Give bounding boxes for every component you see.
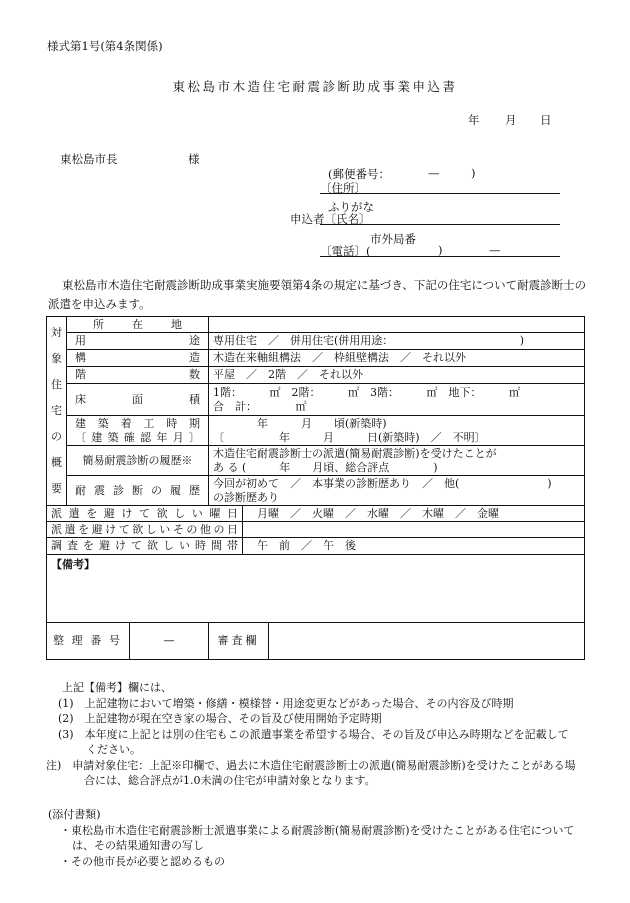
structure-options[interactable]: 木造在来軸組構法 ／ 枠組壁構法 ／ それ以外 bbox=[209, 350, 585, 367]
serial-number-row bbox=[47, 623, 209, 660]
honorific: 様 bbox=[188, 152, 200, 166]
seismic-diagnosis-history-field[interactable] bbox=[209, 476, 585, 506]
date-month-label: 月 bbox=[505, 113, 517, 127]
simple-diagnosis-history-label: 簡易耐震診断の履歴※ bbox=[67, 446, 209, 476]
address-field[interactable] bbox=[320, 193, 560, 194]
phone-field[interactable] bbox=[320, 256, 560, 257]
furigana-label: ふりがな bbox=[328, 200, 374, 214]
simple-diagnosis-history-field[interactable] bbox=[209, 446, 585, 476]
notes-section bbox=[46, 680, 578, 789]
phone-label: 〔電話〕( bbox=[320, 244, 371, 258]
note-intro: 上記【備考】欄には、 bbox=[62, 681, 172, 694]
construction-start-label: 建築着工時期 bbox=[75, 416, 200, 430]
attachments-heading: (添付書類) bbox=[48, 808, 101, 821]
avoid-weekday-label: 派遣を避けて欲しい曜日 bbox=[47, 506, 243, 522]
floor-area-field[interactable] bbox=[209, 384, 585, 416]
area-code-label: 市外局番 bbox=[370, 232, 416, 246]
use-options[interactable]: 専用住宅 ／ 併用住宅(併用用途： ) bbox=[209, 333, 585, 350]
date-year-label: 年 bbox=[468, 113, 480, 127]
note-1: (1) 上記建物において増築・修繕・模様替・用途変更などがあった場合、その内容及び時期 bbox=[58, 696, 514, 710]
phone-dash: — bbox=[489, 243, 501, 257]
simple-history-line1: 木造住宅耐震診断士の派遣(簡易耐震診断)を受けたことが bbox=[213, 446, 497, 460]
application-table bbox=[46, 316, 585, 660]
use-label: 用途 bbox=[67, 333, 209, 350]
construction-date-field[interactable] bbox=[209, 416, 585, 446]
structure-label: 構造 bbox=[67, 350, 209, 367]
attachment-item-2: ・その他市長が必要と認めるもの bbox=[60, 854, 225, 868]
construction-confirm-label: 〔建築確認年月〕 bbox=[75, 430, 200, 444]
floors-options[interactable]: 平屋 ／ 2階 ／ それ以外 bbox=[209, 367, 585, 384]
construction-confirm-value: 〔 年 月 日(新築時) ／ 不明〕 bbox=[213, 430, 486, 444]
property-summary-vertical-heading: 対 象 住 宅 の 概 要 bbox=[47, 317, 67, 506]
floor-area-per-floor: 1階： ㎡ 2階： ㎡ 3階： ㎡ 地下： ㎡ bbox=[213, 385, 520, 399]
note-eligibility: 注) 申請対象住宅：上記※印欄で、過去に木造住宅耐震診断士の派遣(簡易耐震診断)を受けたことがある場合には、総合評点が1.0未満の住宅が申請対象となります。 bbox=[46, 758, 576, 787]
phone-close: ) bbox=[438, 243, 443, 257]
postal-code-label: (郵便番号： bbox=[328, 167, 390, 181]
avoid-other-days-label: 派遣を避けて欲しいその他の日 bbox=[47, 522, 243, 538]
date-day-label: 日 bbox=[540, 113, 552, 127]
construction-start-value: 年 月 頃(新築時) bbox=[213, 416, 387, 430]
mayor-addressee: 東松島市長 bbox=[60, 152, 118, 166]
serial-number-label: 整理番号 bbox=[53, 634, 123, 647]
seismic-diagnosis-history-label: 耐震診断の履歴 bbox=[67, 476, 209, 506]
avoid-time-label: 調査を避けて欲しい時間帯 bbox=[47, 538, 243, 555]
address-label: 〔住所〕 bbox=[320, 181, 366, 195]
form-number: 様式第1号(第4条関係) bbox=[47, 39, 163, 53]
simple-history-line2: あ る ( 年 月頃、総合評点 ) bbox=[213, 460, 438, 474]
applicant-name-label: 申込者〔氏名〕 bbox=[290, 212, 371, 226]
avoid-other-days-field[interactable] bbox=[243, 522, 585, 538]
floor-area-label: 床面積 bbox=[67, 384, 209, 416]
review-label: 審査欄 bbox=[209, 623, 269, 660]
floor-area-total: 合 計： ㎡ bbox=[213, 399, 307, 413]
construction-date-label bbox=[67, 416, 209, 446]
attachment-item-1: ・東松島市木造住宅耐震診断士派遣事業による耐震診断(簡易耐震診断)を受けたことがある住宅については、その結果通知書の写し bbox=[60, 823, 575, 852]
page-title: 東松島市木造住宅耐震診断助成事業申込書 bbox=[172, 79, 458, 94]
intro-paragraph: 東松島市木造住宅耐震診断助成事業実施要領第4条の規定に基づき、下記の住宅について耐震診断士の派遣を申込みます。 bbox=[48, 278, 587, 311]
postal-code-dash: — bbox=[428, 166, 440, 180]
avoid-time-options[interactable]: 午 前 ／ 午 後 bbox=[243, 538, 585, 555]
location-label: 所在地 bbox=[67, 317, 209, 333]
serial-number-value: — bbox=[163, 634, 175, 647]
seismic-history-line1: 今回が初めて ／ 本事業の診断歴あり ／ 他( ) bbox=[213, 476, 552, 490]
note-2: (2) 上記建物が現在空き家の場合、その旨及び使用開始予定時期 bbox=[58, 712, 382, 725]
seismic-history-line2: の診断歴あり bbox=[213, 490, 279, 504]
attachments-section bbox=[48, 807, 588, 869]
applicant-name-field[interactable] bbox=[320, 224, 560, 225]
avoid-weekday-options[interactable]: 月曜 ／ 火曜 ／ 水曜 ／ 木曜 ／ 金曜 bbox=[243, 506, 585, 522]
note-3: (3) 本年度に上記とは別の住宅もこの派遣事業を希望する場合、その旨及び申込み時期などを記載してください。 bbox=[58, 727, 569, 756]
location-field[interactable] bbox=[209, 317, 585, 333]
remarks-field[interactable] bbox=[47, 555, 585, 623]
review-field[interactable] bbox=[269, 623, 585, 660]
floors-label: 階数 bbox=[67, 367, 209, 384]
postal-code-close: ) bbox=[471, 166, 476, 180]
remarks-label: 【備考】 bbox=[51, 558, 95, 571]
